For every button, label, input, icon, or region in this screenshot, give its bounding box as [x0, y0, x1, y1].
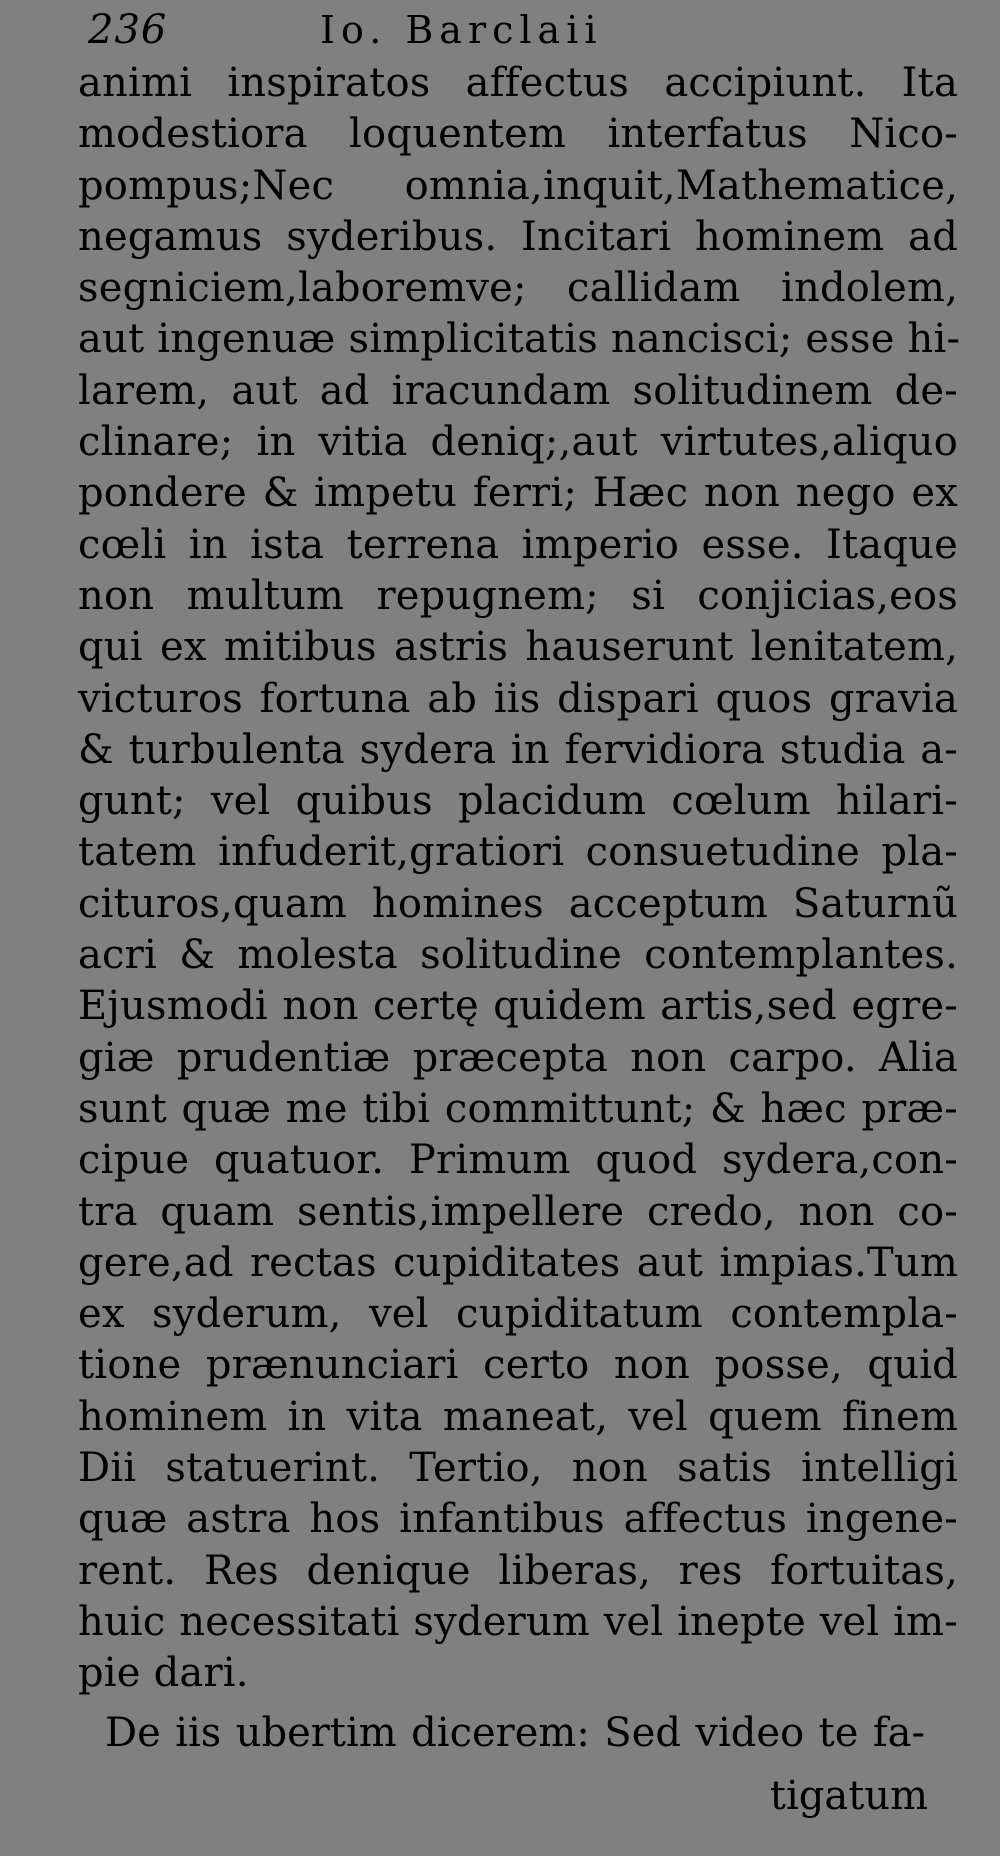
text-line: huic necessitati syderum vel inepte vel im-	[78, 1598, 958, 1645]
text-line: aut ingenuæ simplicitatis nancisci; esse hi-	[78, 316, 961, 363]
text-line: acri & molesta solitudine contemplantes.	[78, 932, 958, 979]
text-line: segniciem,laboremve; callidam indolem,	[78, 265, 958, 312]
body-text	[78, 58, 961, 1700]
text-line: Dii statuerint. Tertio, non satis intelligi	[78, 1445, 958, 1492]
text-line: quæ astra hos infantibus affectus ingene-	[78, 1496, 958, 1543]
text-line: cipue quatuor. Primum quod sydera,con-	[78, 1137, 958, 1184]
running-head: Io. Barclaii	[320, 8, 603, 52]
text-line: tatem infuderit,gratiori consuetudine pla-	[78, 829, 958, 876]
text-line: modestiora loquentem interfatus Nico-	[78, 111, 958, 158]
text-line: animi inspiratos affectus accipiunt. Ita	[78, 60, 958, 106]
text-line: Ejusmodi non certę quidem artis,sed egre-	[78, 983, 958, 1030]
closing-paragraph-line: De iis ubertim dicerem: Sed video te fa-	[105, 1710, 925, 1756]
text-line: gunt; vel quibus placidum cœlum hilari-	[78, 778, 958, 825]
text-line: tione prænunciari certo non posse, quid	[78, 1342, 958, 1389]
text-line: clinare; in vitia deniq;,aut virtutes,aliquo	[78, 419, 958, 466]
text-line: gere,ad rectas cupiditates aut impias.Tum	[78, 1239, 958, 1286]
text-line: & turbulenta sydera in fervidiora studia a-	[78, 726, 958, 773]
text-line: cœli in ista terrena imperio esse. Itaque	[78, 521, 958, 568]
text-line: pompus;Nec omnia,inquit,Mathematice,	[78, 162, 958, 209]
text-line: sunt quæ me tibi committunt; & hæc præ-	[78, 1085, 958, 1132]
page-number: 236	[88, 7, 168, 53]
text-line: tra quam sentis,impellere credo, non co-	[78, 1188, 958, 1235]
text-line: rent. Res denique liberas, res fortuitas,	[78, 1547, 958, 1594]
text-line: victuros fortuna ab iis dispari quos gravia	[78, 675, 958, 722]
text-line: qui ex mitibus astris hauserunt lenitatem,	[78, 624, 958, 671]
text-line: pondere & impetu ferri; Hæc non nego ex	[78, 470, 958, 517]
text-line: ex syderum, vel cupiditatum contempla-	[78, 1291, 958, 1338]
text-line: giæ prudentiæ præcepta non carpo. Alia	[78, 1034, 958, 1081]
catchword: tigatum	[769, 1773, 928, 1819]
page-header	[88, 4, 788, 56]
text-line: non multum repugnem; si conjicias,eos	[78, 572, 958, 619]
text-line: cituros,quam homines acceptum Saturnũ	[78, 880, 958, 927]
text-line: pie dari.	[78, 1650, 249, 1697]
text-line: negamus syderibus. Incitari hominem ad	[78, 213, 958, 260]
text-line: hominem in vita maneat, vel quem finem	[78, 1393, 958, 1440]
text-line: larem, aut ad iracundam solitudinem de-	[78, 367, 958, 414]
